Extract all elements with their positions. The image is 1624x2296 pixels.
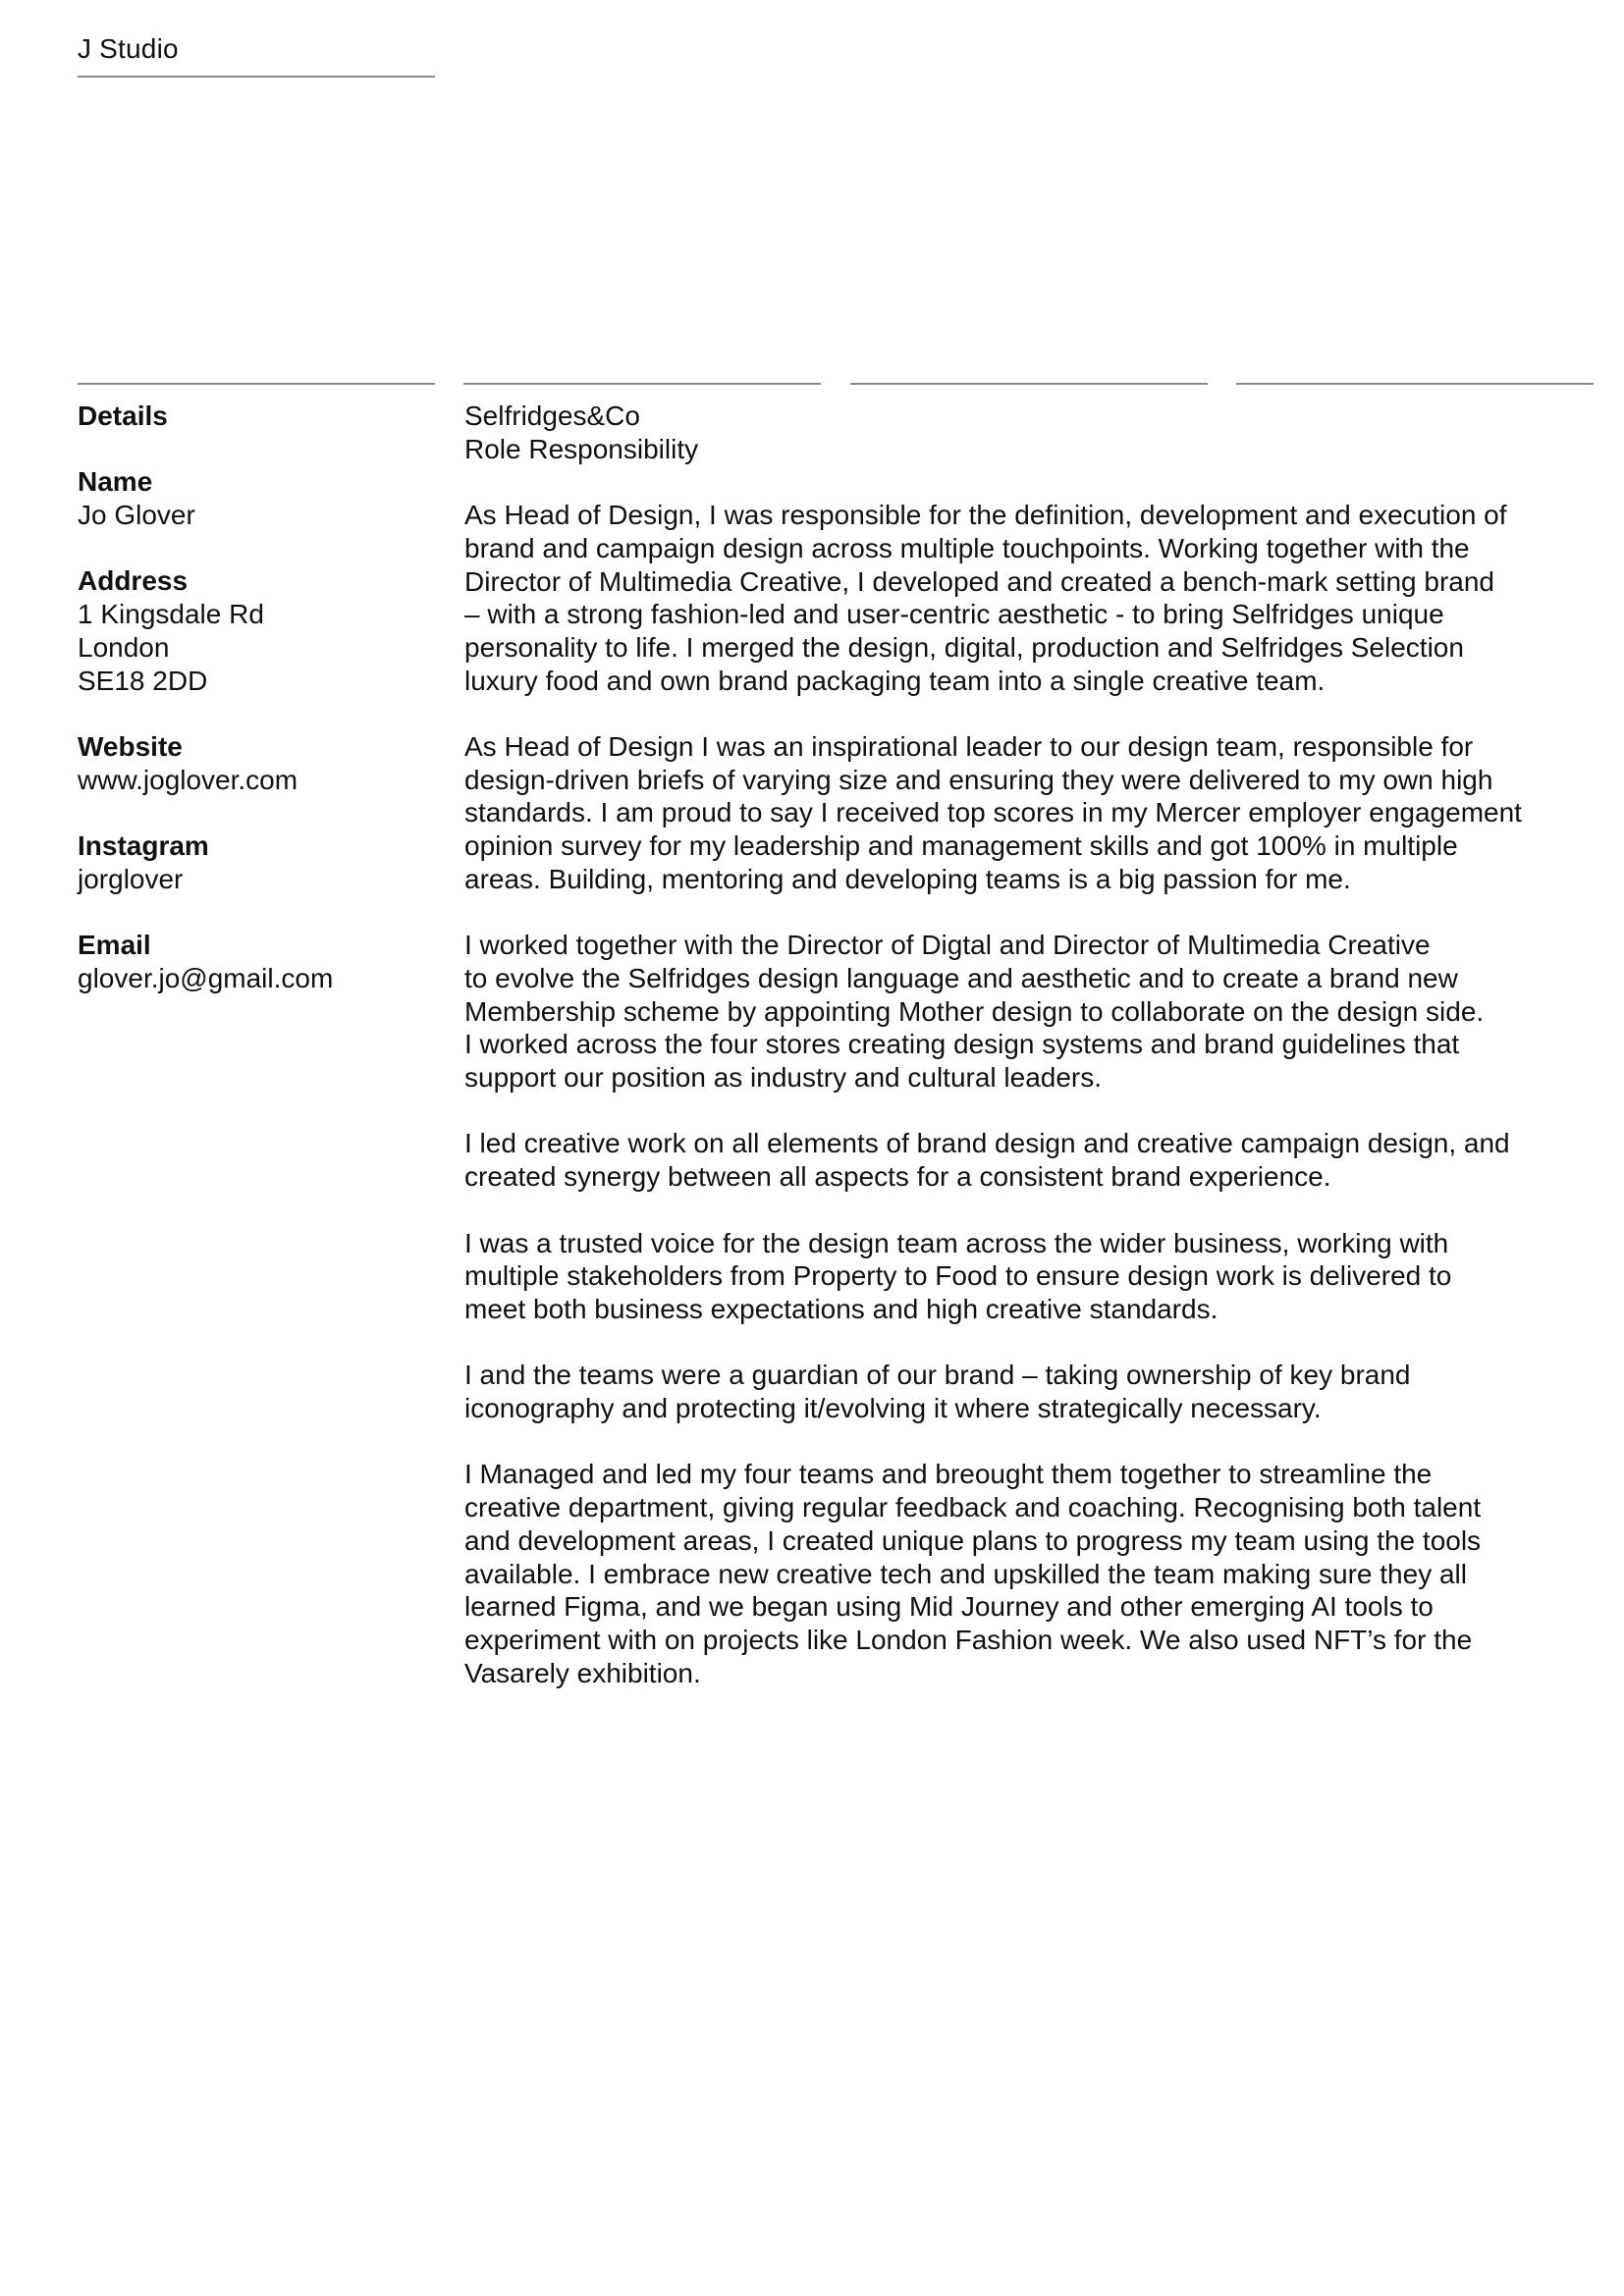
paragraph-line: I and the teams were a guardian of our brand – taking ownership of key brand [464, 1360, 1411, 1391]
name-group [78, 465, 451, 531]
paragraph [464, 499, 1603, 697]
paragraph-line: As Head of Design, I was responsible for the definition, development and execution of [464, 500, 1507, 531]
paragraph-line: areas. Building, mentoring and developing teams is a big passion for me. [464, 863, 1351, 894]
paragraph-line: creative department, giving regular feedback and coaching. Recognising both talent [464, 1492, 1482, 1523]
paragraph [464, 1227, 1603, 1326]
paragraph-line: standards. I am proud to say I received top scores in my Mercer employer engagement [464, 797, 1522, 828]
paragraph [464, 929, 1603, 1095]
paragraph [464, 1127, 1603, 1193]
paragraph-line: I Managed and led my four teams and breought them together to streamline the [464, 1459, 1433, 1490]
paragraph-line: multiple stakeholders from Property to Food to ensure design work is delivered to [464, 1260, 1452, 1292]
paragraph-line: I was a trusted voice for the design team across the wider business, working with [464, 1227, 1449, 1258]
paragraph [464, 730, 1603, 896]
details-heading-group [78, 400, 451, 433]
paragraph-line: – with a strong fashion-led and user-centric aesthetic - to bring Selfridges unique [464, 599, 1444, 630]
address-line-2: London [78, 631, 170, 663]
role-title: Role Responsibility [464, 433, 699, 464]
address-line-3: SE18 2DD [78, 665, 208, 696]
experience-section [464, 400, 1603, 1723]
name-label: Name [78, 466, 153, 498]
paragraph-line: I worked together with the Director of Digtal and Director of Multimedia Creative [464, 930, 1431, 961]
column-rule-details [78, 383, 435, 385]
email-label: Email [78, 930, 151, 961]
paragraph-line: opinion survey for my leadership and management skills and got 100% in multiple [464, 830, 1458, 862]
paragraph-line: Director of Multimedia Creative, I developed and created a bench-mark setting brand [464, 565, 1494, 597]
paragraph-line: personality to life. I merged the design, digital, production and Selfridges Selection [464, 631, 1464, 663]
paragraph-line: to evolve the Selfridges design language and aesthetic and to create a brand new [464, 962, 1458, 993]
instagram-group [78, 829, 451, 895]
website-link[interactable]: www.joglover.com [78, 764, 298, 795]
paragraph-line: I led creative work on all elements of brand design and creative campaign design, and [464, 1128, 1510, 1159]
address-label: Address [78, 565, 189, 597]
brand-name: J Studio [78, 33, 179, 64]
paragraph-line: design-driven briefs of varying size and ensuring they were delivered to my own high [464, 764, 1493, 795]
paragraph-line: learned Figma, and we began using Mid Journey and other emerging AI tools to [464, 1591, 1434, 1623]
email-group [78, 929, 451, 994]
paragraph-line: experiment with on projects like London Fashion week. We also used NFT’s for the [464, 1624, 1473, 1655]
paragraph-line: Membership scheme by appointing Mother design to collaborate on the design side. [464, 995, 1485, 1027]
address-line-1: 1 Kingsdale Rd [78, 599, 264, 630]
paragraph-line: support our position as industry and cultural leaders. [464, 1062, 1103, 1094]
column-rule-3 [850, 383, 1208, 385]
paragraph-line: created synergy between all aspects for a consistent brand experience. [464, 1161, 1331, 1193]
details-heading: Details [78, 400, 168, 431]
paragraph [464, 1458, 1603, 1689]
paragraph-line: brand and campaign design across multiple touchpoints. Working together with the [464, 532, 1470, 563]
brand-divider [78, 76, 435, 78]
paragraph-line: Vasarely exhibition. [464, 1657, 701, 1688]
company-name: Selfridges&Co [464, 400, 640, 431]
paragraph-line: available. I embrace new creative tech and upskilled the team making sure they all [464, 1558, 1467, 1589]
paragraph-line: iconography and protecting it/evolving it where strategically necessary. [464, 1393, 1322, 1423]
website-group [78, 730, 451, 796]
paragraph-line: meet both business expectations and high creative standards. [464, 1293, 1218, 1324]
column-rule-2 [463, 383, 821, 385]
email-link[interactable]: glover.jo@gmail.com [78, 962, 334, 993]
paragraph-line: luxury food and own brand packaging team into a single creative team. [464, 665, 1326, 696]
address-group [78, 564, 451, 697]
paragraph-line: I worked across the four stores creating design systems and brand guidelines that [464, 1029, 1460, 1060]
name-value: Jo Glover [78, 500, 195, 531]
column-rule-4 [1236, 383, 1594, 385]
website-label: Website [78, 730, 183, 762]
details-sidebar [78, 400, 451, 1028]
instagram-handle[interactable]: jorglover [78, 863, 184, 894]
paragraph-line: and development areas, I created unique plans to progress my team using the tools [464, 1524, 1482, 1556]
paragraph-line: As Head of Design I was an inspirational leader to our design team, responsible for [464, 731, 1474, 762]
paragraph [464, 1359, 1603, 1424]
instagram-label: Instagram [78, 830, 209, 862]
